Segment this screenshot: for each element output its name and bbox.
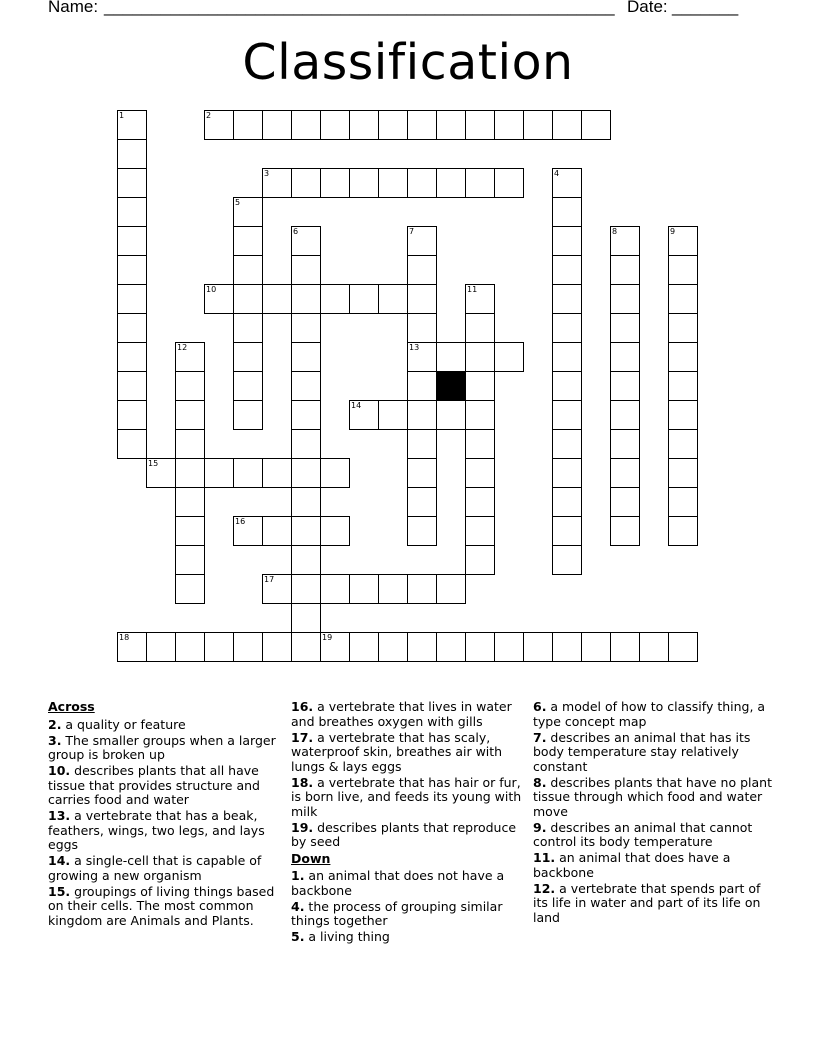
grid-cell[interactable] [291,168,321,198]
grid-cell[interactable] [291,400,321,430]
clue-number-label: 18. [291,774,314,790]
across-clue-list [48,718,278,929]
grid-cell[interactable] [436,168,466,198]
grid-cell[interactable] [349,168,379,198]
grid-cell[interactable] [494,632,524,662]
grid-cell[interactable] [349,110,379,140]
grid-cell[interactable] [436,574,466,604]
grid-cell[interactable] [610,313,640,343]
grid-cell[interactable] [291,255,321,285]
grid-cell[interactable] [407,342,437,372]
clue-item [48,854,278,883]
grid-cell[interactable] [291,371,321,401]
across-heading: Across [48,699,95,714]
grid-cell[interactable] [465,342,495,372]
grid-cell[interactable] [233,458,263,488]
clue-text: a model of how to classify thing, a type concept map [533,699,766,729]
grid-cell[interactable] [117,197,147,227]
clue-number: 10 [206,285,217,294]
clue-text: an animal that does not have a backbone [291,868,505,898]
grid-cell[interactable] [639,632,669,662]
clue-text: a single-cell that is capable of growing a new organism [48,853,262,883]
clue-number-label: 3. [48,732,62,748]
grid-cell[interactable] [117,429,147,459]
grid-cell[interactable] [291,226,321,256]
clue-number: 13 [409,343,420,352]
grid-cell[interactable] [610,284,640,314]
grid-cell[interactable] [117,632,147,662]
grid-cell[interactable] [291,429,321,459]
clue-number: 18 [119,633,130,642]
clue-number-label: 17. [291,729,314,745]
grid-cell[interactable] [320,168,350,198]
grid-cell[interactable] [407,574,437,604]
grid-cell[interactable] [204,632,234,662]
grid-cell[interactable] [465,110,495,140]
grid-cell[interactable] [407,313,437,343]
grid-cell[interactable] [407,255,437,285]
grid-cell[interactable] [291,284,321,314]
clue-text: describes plants that have no plant tissue through which food and water move [533,774,772,819]
grid-cell[interactable] [291,342,321,372]
grid-cell[interactable] [204,110,234,140]
clues-column-1 [48,700,278,930]
clue-number: 15 [148,459,159,468]
date-label: Date: [627,0,668,16]
clue-number: 3 [264,169,270,178]
grid-cell[interactable] [407,487,437,517]
clue-text: a vertebrate that has a beak, feathers, wings, two legs, and lays eggs [48,808,265,852]
grid-cell[interactable] [668,632,698,662]
grid-cell[interactable] [552,400,582,430]
grid-cell[interactable] [552,371,582,401]
grid-cell[interactable] [407,632,437,662]
clue-number-label: 15. [48,883,71,899]
grid-cell[interactable] [320,458,350,488]
grid-cell[interactable] [407,516,437,546]
grid-cell[interactable] [581,110,611,140]
grid-cell[interactable] [668,429,698,459]
grid-cell[interactable] [117,371,147,401]
grid-cell[interactable] [175,632,205,662]
clue-text: describes plants that all have tissue that provides structure and carries food and water [48,763,260,807]
grid-cell[interactable] [610,400,640,430]
clue-item [291,930,527,945]
grid-cell[interactable] [552,284,582,314]
grid-cell[interactable] [204,284,234,314]
grid-cell[interactable] [233,226,263,256]
grid-cell[interactable] [552,168,582,198]
grid-cell[interactable] [668,255,698,285]
grid-cell[interactable] [465,284,495,314]
clue-number: 6 [293,227,299,236]
clue-number: 1 [119,111,125,120]
grid-cell[interactable] [523,110,553,140]
grid-cell[interactable] [117,168,147,198]
grid-cell[interactable] [146,632,176,662]
clue-text: a vertebrate that has scaly, waterproof skin, breathes air with lungs & lays eggs [291,729,503,774]
clue-number: 5 [235,198,241,207]
grid-cell[interactable] [668,516,698,546]
clue-number-label: 10. [48,763,71,778]
clue-text: describes an animal that has its body temperature stay relatively constant [533,729,751,774]
clue-number-label: 19. [291,819,314,835]
grid-cell[interactable] [117,226,147,256]
grid-cell[interactable] [349,574,379,604]
grid-cell[interactable] [175,574,205,604]
grid-cell[interactable] [465,458,495,488]
grid-cell[interactable] [117,139,147,169]
clue-number-label: 6. [533,699,547,714]
grid-cell[interactable] [378,284,408,314]
down-clue-list [291,869,527,945]
grid-cell[interactable] [204,458,234,488]
grid-cell[interactable] [610,487,640,517]
grid-cell[interactable] [523,632,553,662]
grid-cell[interactable] [378,110,408,140]
grid-cell[interactable] [291,487,321,517]
clue-item [533,851,773,880]
clues-column-2 [291,700,527,946]
grid-cell[interactable] [552,487,582,517]
clue-item [48,809,278,853]
clue-number-label: 9. [533,819,547,835]
grid-cell[interactable] [262,574,292,604]
grid-cell[interactable] [262,632,292,662]
grid-cell[interactable] [552,632,582,662]
grid-cell[interactable] [117,284,147,314]
clue-item [533,882,773,926]
grid-cell[interactable] [407,226,437,256]
clue-item [48,718,278,733]
grid-cell[interactable] [175,516,205,546]
clue-number: 17 [264,575,275,584]
grid-cell[interactable] [291,574,321,604]
grid-cell[interactable] [291,632,321,662]
clue-number-label: 8. [533,774,547,790]
clue-text: describes an animal that cannot control its body temperature [533,819,753,849]
clue-text: a living thing [304,929,390,944]
grid-cell[interactable] [407,458,437,488]
grid-cell[interactable] [465,168,495,198]
grid-cell[interactable] [552,313,582,343]
grid-cell[interactable] [262,516,292,546]
grid-cell[interactable] [291,603,321,633]
clue-item [533,731,773,775]
clue-number: 14 [351,401,362,410]
clue-item [533,776,773,820]
grid-cell[interactable] [233,342,263,372]
grid-cell[interactable] [668,400,698,430]
grid-cell[interactable] [320,632,350,662]
grid-cell[interactable] [233,371,263,401]
grid-cell[interactable] [494,342,524,372]
grid-cell[interactable] [465,487,495,517]
grid-cell[interactable] [610,458,640,488]
clue-item [291,731,527,775]
grid-cell[interactable] [291,313,321,343]
across-clue-list-continued [291,700,527,850]
grid-cell[interactable] [436,632,466,662]
grid-cell[interactable] [117,255,147,285]
grid-cell[interactable] [668,313,698,343]
grid-cell[interactable] [233,197,263,227]
grid-cell[interactable] [175,487,205,517]
clue-number-label: 2. [48,716,62,732]
grid-cell[interactable] [117,342,147,372]
grid-cell[interactable] [552,545,582,575]
grid-cell[interactable] [146,458,176,488]
grid-cell[interactable] [610,516,640,546]
grid-cell[interactable] [291,516,321,546]
clue-number: 8 [612,227,618,236]
clue-number-label: 13. [48,808,71,823]
grid-cell[interactable] [262,168,292,198]
grid-cell[interactable] [262,110,292,140]
grid-cell[interactable] [552,516,582,546]
clue-number: 12 [177,343,188,352]
grid-cell[interactable] [117,313,147,343]
grid-cell[interactable] [668,487,698,517]
clue-number: 4 [554,169,560,178]
grid-cell[interactable] [552,342,582,372]
grid-cell[interactable] [378,574,408,604]
clue-item [48,885,278,929]
grid-cell[interactable] [407,429,437,459]
clue-text: The smaller groups when a larger group is broken up [48,732,276,762]
clue-item [291,776,527,820]
clue-text: the process of grouping similar things together [291,898,503,928]
grid-cell[interactable] [668,342,698,372]
name-field[interactable]: ______________________________________________________ [104,0,615,16]
clue-number-label: 5. [291,929,305,944]
grid-cell[interactable] [262,458,292,488]
blocked-cell [436,371,466,401]
grid-cell[interactable] [552,110,582,140]
clue-number-label: 11. [533,850,556,865]
grid-cell[interactable] [407,400,437,430]
grid-cell[interactable] [117,110,147,140]
grid-cell[interactable] [175,429,205,459]
clue-text: a vertebrate that lives in water and breathes oxygen with gills [291,699,512,729]
grid-cell[interactable] [610,632,640,662]
grid-cell[interactable] [465,632,495,662]
grid-cell[interactable] [378,400,408,430]
clue-text: groupings of living things based on their cells. The most common kingdom are Animals and Plants. [48,883,275,928]
name-label: Name: [48,0,99,16]
grid-cell[interactable] [668,458,698,488]
grid-cell[interactable] [320,516,350,546]
grid-cell[interactable] [262,284,292,314]
grid-cell[interactable] [320,110,350,140]
clue-number-label: 4. [291,898,305,914]
clue-number: 19 [322,633,333,642]
grid-cell[interactable] [668,284,698,314]
grid-cell[interactable] [436,110,466,140]
clue-number-label: 1. [291,868,305,883]
grid-cell[interactable] [175,342,205,372]
grid-cell[interactable] [465,313,495,343]
grid-cell[interactable] [465,371,495,401]
grid-cell[interactable] [320,574,350,604]
grid-cell[interactable] [610,429,640,459]
grid-cell[interactable] [233,632,263,662]
grid-cell[interactable] [233,313,263,343]
down-clue-list-continued [533,700,773,925]
grid-cell[interactable] [175,458,205,488]
grid-cell[interactable] [668,371,698,401]
grid-cell[interactable] [552,255,582,285]
clue-number-label: 7. [533,729,547,745]
clue-text: describes plants that reproduce by seed [291,819,517,849]
grid-cell[interactable] [494,168,524,198]
clue-text: a quality or feature [61,716,186,732]
clue-item [48,764,278,808]
grid-cell[interactable] [610,371,640,401]
clue-item [291,869,527,898]
clues-column-3 [533,700,773,927]
clue-text: a vertebrate that spends part of its life in water and part of its life on land [533,880,761,925]
grid-cell[interactable] [349,284,379,314]
clue-number: 11 [467,285,478,294]
grid-cell[interactable] [465,429,495,459]
grid-cell[interactable] [465,400,495,430]
grid-cell[interactable] [349,632,379,662]
grid-cell[interactable] [291,110,321,140]
grid-cell[interactable] [610,255,640,285]
grid-cell[interactable] [291,458,321,488]
grid-cell[interactable] [407,168,437,198]
grid-cell[interactable] [407,284,437,314]
grid-cell[interactable] [407,110,437,140]
grid-cell[interactable] [378,168,408,198]
grid-cell[interactable] [465,516,495,546]
clue-number: 7 [409,227,415,236]
grid-cell[interactable] [175,371,205,401]
grid-cell[interactable] [552,429,582,459]
grid-cell[interactable] [610,226,640,256]
grid-cell[interactable] [291,545,321,575]
grid-cell[interactable] [436,342,466,372]
clue-item [48,734,278,763]
grid-cell[interactable] [233,516,263,546]
grid-cell[interactable] [668,226,698,256]
grid-cell[interactable] [320,284,350,314]
grid-cell[interactable] [465,545,495,575]
grid-cell[interactable] [378,632,408,662]
grid-cell[interactable] [233,400,263,430]
clue-number-label: 12. [533,880,556,896]
grid-cell[interactable] [581,632,611,662]
clue-item [291,700,527,729]
clue-number: 9 [670,227,676,236]
grid-cell[interactable] [552,226,582,256]
clue-item [291,900,527,929]
grid-cell[interactable] [233,110,263,140]
clue-text: a vertebrate that has hair or fur, is born live, and feeds its young with milk [291,774,522,819]
clue-item [533,700,773,729]
grid-cell[interactable] [494,110,524,140]
clue-item [533,821,773,850]
clue-number: 16 [235,517,246,526]
clue-number-label: 14. [48,853,71,868]
clue-number-label: 16. [291,699,314,714]
grid-cell[interactable] [552,197,582,227]
grid-cell[interactable] [233,255,263,285]
grid-cell[interactable] [233,284,263,314]
grid-cell[interactable] [436,400,466,430]
grid-cell[interactable] [552,458,582,488]
grid-cell[interactable] [349,400,379,430]
grid-cell[interactable] [175,545,205,575]
date-field[interactable]: _______ [672,0,739,16]
grid-cell[interactable] [407,371,437,401]
clue-item [291,821,527,850]
grid-cell[interactable] [610,342,640,372]
grid-cell[interactable] [175,400,205,430]
clue-number: 2 [206,111,212,120]
page-title: Classification [242,34,574,91]
grid-cell[interactable] [117,400,147,430]
clue-text: an animal that does have a backbone [533,850,731,880]
down-heading: Down [291,850,331,866]
